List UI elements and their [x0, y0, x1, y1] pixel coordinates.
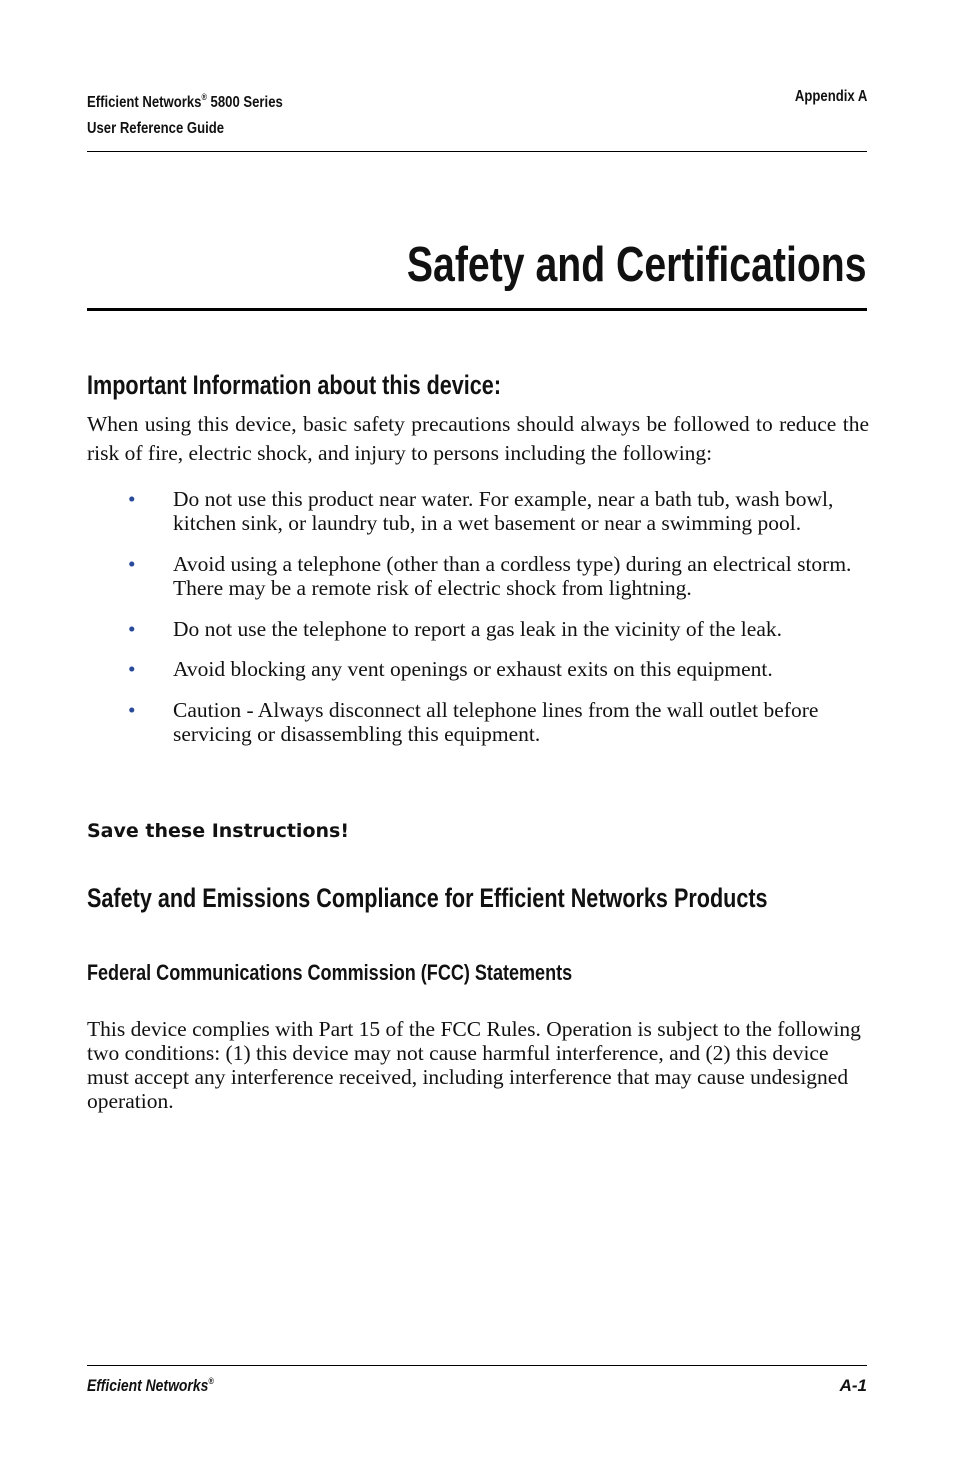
bullet-icon: •: [128, 552, 136, 576]
product-name: Efficient Networks: [87, 94, 202, 111]
product-series: 5800 Series: [206, 94, 283, 111]
header-divider: [87, 151, 867, 152]
guide-title: User Reference Guide: [87, 120, 225, 137]
bullet-icon: •: [128, 617, 136, 641]
footer-divider: [87, 1365, 867, 1366]
title-divider: [87, 308, 867, 311]
running-header-left: [87, 84, 326, 142]
fcc-statement-paragraph: This device complies with Part 15 of the FCC Rules. Operation is subject to the following two conditions: (1) this device may not cause harmful interference, and (2) this device must accept any interference received, including interference that may cause undesigned operation.: [87, 1017, 861, 1113]
footer-brand: Efficient Networks®: [87, 1376, 214, 1395]
running-header-right: [779, 84, 867, 110]
save-instructions-note: Save these Instructions!: [87, 820, 349, 842]
page-number: A-1: [839, 1376, 867, 1395]
compliance-heading: Safety and Emissions Compliance for Efficient Networks Products: [87, 883, 768, 913]
list-item: • Do not use this product near water. For example, near a bath tub, wash bowl, kitchen sink, or laundry tub, in a wet basement or near a swimming pool.: [128, 487, 834, 535]
important-info-heading: Important Information about this device:: [87, 370, 502, 400]
list-item: • Avoid using a telephone (other than a cordless type) during an electrical storm. There may be a remote risk of electric shock from lightning.: [128, 552, 852, 600]
list-item: • Caution - Always disconnect all telephone lines from the wall outlet before servicing or disassembling this equipment.: [128, 698, 819, 746]
appendix-label: Appendix A: [794, 88, 867, 105]
list-item: • Do not use the telephone to report a gas leak in the vicinity of the leak.: [128, 617, 782, 641]
fcc-heading: Federal Communications Commission (FCC) Statements: [87, 960, 573, 985]
safety-precautions-list: [87, 487, 869, 746]
list-item: • Avoid blocking any vent openings or exhaust exits on this equipment.: [128, 657, 773, 681]
bullet-icon: •: [128, 487, 136, 511]
page-title: Safety and Certifications: [407, 238, 867, 292]
bullet-icon: •: [128, 698, 136, 722]
bullet-icon: •: [128, 657, 136, 681]
safety-intro-paragraph: When using this device, basic safety precautions should always be followed to reduce the risk of fire, electric shock, and injury to persons including the following:: [87, 412, 869, 465]
registered-mark: ®: [201, 92, 207, 102]
registered-mark: ®: [208, 1376, 214, 1386]
